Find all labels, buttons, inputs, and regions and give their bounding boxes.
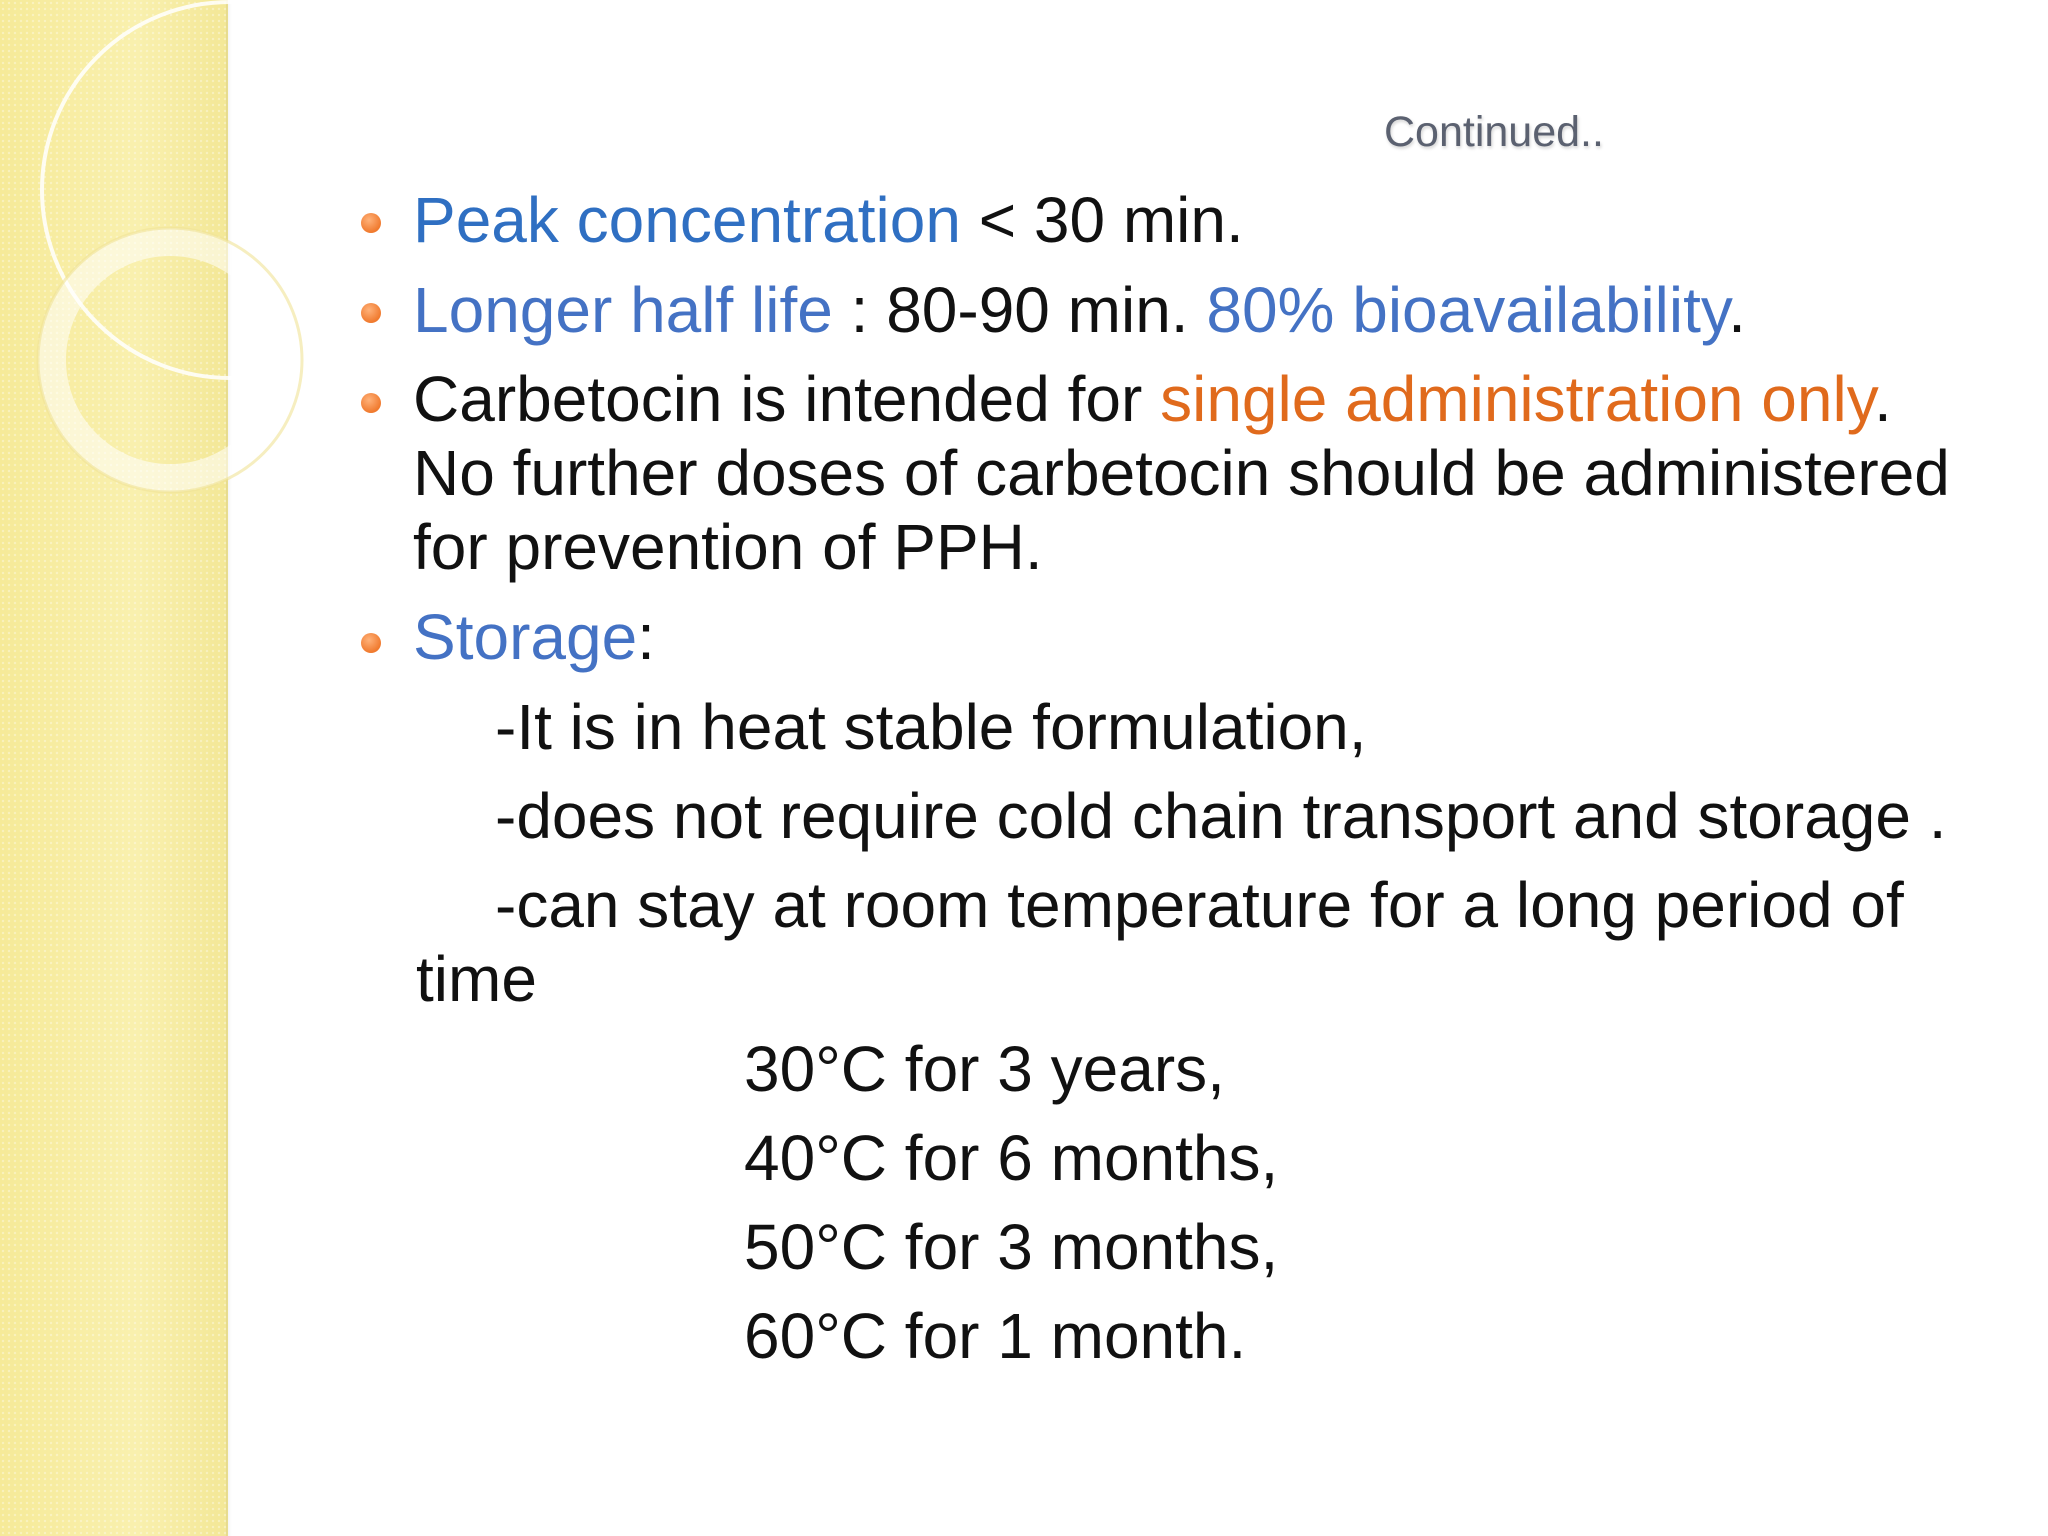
bullet-half-life bbox=[413, 273, 1746, 347]
temperature-item: 50°C for 3 months, bbox=[744, 1211, 1279, 1283]
bullet-storage bbox=[413, 600, 655, 674]
bullet-dot bbox=[361, 213, 381, 233]
storage-item: -It is in heat stable formulation, bbox=[495, 691, 1367, 763]
temperature-item: 30°C for 3 years, bbox=[744, 1033, 1225, 1105]
bullet-end: . bbox=[1873, 363, 1892, 435]
bullet-text: < 30 min. bbox=[960, 184, 1244, 256]
continued-label: Continued.. bbox=[1384, 108, 1604, 156]
temperature-item: 40°C for 6 months, bbox=[744, 1122, 1279, 1194]
bullet-end: . bbox=[1728, 274, 1746, 346]
bullet-highlight: single administration only bbox=[1160, 363, 1874, 435]
storage-item: -does not require cold chain transport and storage . bbox=[495, 780, 1947, 852]
bullet-dot bbox=[361, 633, 381, 653]
decorative-rings bbox=[0, 0, 420, 520]
bullet-lead: Longer half life bbox=[413, 274, 833, 346]
bullet-continuation: No further doses of carbetocin should be administered bbox=[413, 437, 1950, 509]
bullet-lead: Carbetocin is intended for bbox=[413, 363, 1161, 435]
bullet-single-administration bbox=[413, 362, 1892, 436]
bullet-lead: Peak concentration bbox=[413, 184, 961, 256]
bullet-text: : 80-90 min. bbox=[832, 274, 1207, 346]
storage-item-continuation: time bbox=[416, 943, 537, 1015]
bullet-end: : bbox=[637, 601, 655, 673]
bullet-peak-concentration bbox=[413, 183, 1244, 257]
bullet-dot bbox=[361, 303, 381, 323]
bullet-continuation: for prevention of PPH. bbox=[413, 511, 1043, 583]
storage-item: -can stay at room temperature for a long period of bbox=[495, 869, 1904, 941]
bullet-highlight: 80% bioavailability bbox=[1206, 274, 1729, 346]
bullet-dot bbox=[361, 393, 381, 413]
temperature-item: 60°C for 1 month. bbox=[744, 1300, 1247, 1372]
bullet-lead: Storage bbox=[413, 601, 638, 673]
